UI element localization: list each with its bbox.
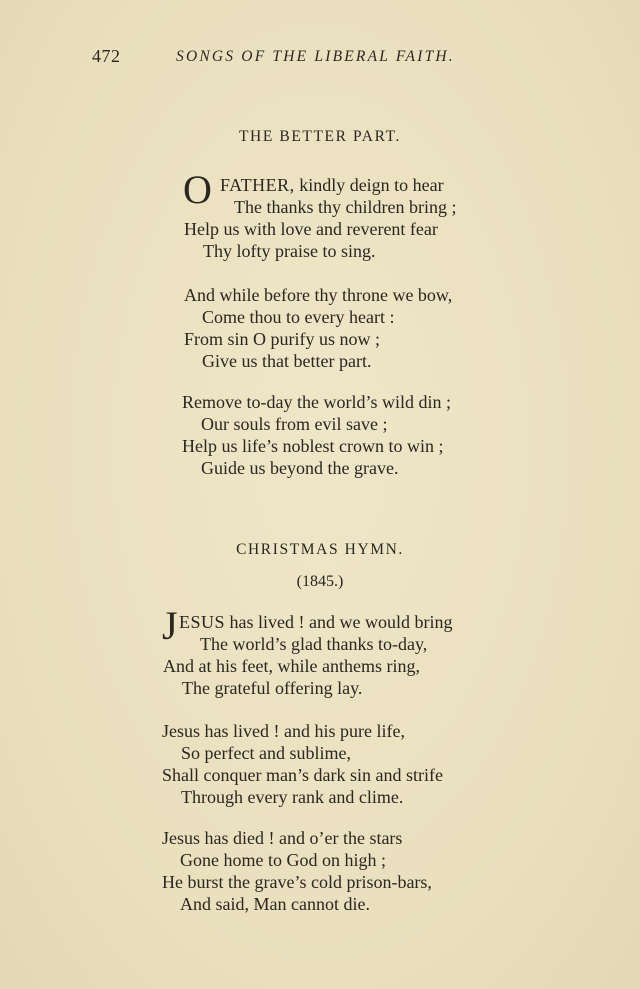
first-word: ESUS: [179, 612, 226, 632]
poem-line: Our souls from evil save ;: [201, 414, 388, 434]
first-word: FATHER,: [220, 175, 295, 195]
poem-line: The grateful offering lay.: [182, 678, 363, 698]
poem-line: [220, 174, 444, 196]
poem-line: Help us with love and reverent fear: [184, 219, 438, 239]
poem-line: And said, Man cannot die.: [180, 894, 370, 914]
poem-title: CHRISTMAS HYMN.: [236, 541, 404, 558]
poem-line: Jesus has died ! and o’er the stars: [162, 828, 403, 848]
poem-line: Guide us beyond the grave.: [201, 458, 399, 478]
drop-cap: O: [183, 167, 212, 212]
poem-line: Thy lofty praise to sing.: [203, 241, 376, 261]
poem-line: Gone home to God on high ;: [180, 850, 386, 870]
poem-line: Give us that better part.: [202, 351, 372, 371]
drop-cap: J: [162, 603, 178, 648]
first-line-rest: has lived ! and we would bring: [225, 612, 453, 632]
first-line-rest: kindly deign to hear: [294, 175, 444, 195]
poem-title: THE BETTER PART.: [238, 128, 402, 145]
poem-line: Shall conquer man’s dark sin and strife: [162, 765, 443, 785]
poem-line: The world’s glad thanks to-day,: [200, 634, 428, 654]
poem-line: From sin O purify us now ;: [184, 329, 381, 349]
poem-line: Help us life’s noblest crown to win ;: [182, 436, 444, 456]
poem-line: And while before thy throne we bow,: [184, 285, 453, 305]
page-number: 472: [92, 46, 121, 66]
poem-line: And at his feet, while anthems ring,: [163, 656, 420, 676]
poem-line: Jesus has lived ! and his pure life,: [162, 721, 405, 741]
book-title: SONGS OF THE LIBERAL FAITH.: [176, 48, 455, 65]
running-head: [92, 46, 512, 72]
poem-line: Remove to-day the world’s wild din ;: [182, 392, 451, 412]
poem-line: So perfect and sublime,: [181, 743, 351, 763]
poem-line: Through every rank and clime.: [181, 787, 404, 807]
poem-line: He burst the grave’s cold prison-bars,: [162, 872, 432, 892]
poem-line: Come thou to every heart :: [202, 307, 395, 327]
poem-date: (1845.): [296, 573, 344, 590]
poem-line: [179, 611, 452, 633]
poem-line: The thanks thy children bring ;: [234, 197, 457, 217]
